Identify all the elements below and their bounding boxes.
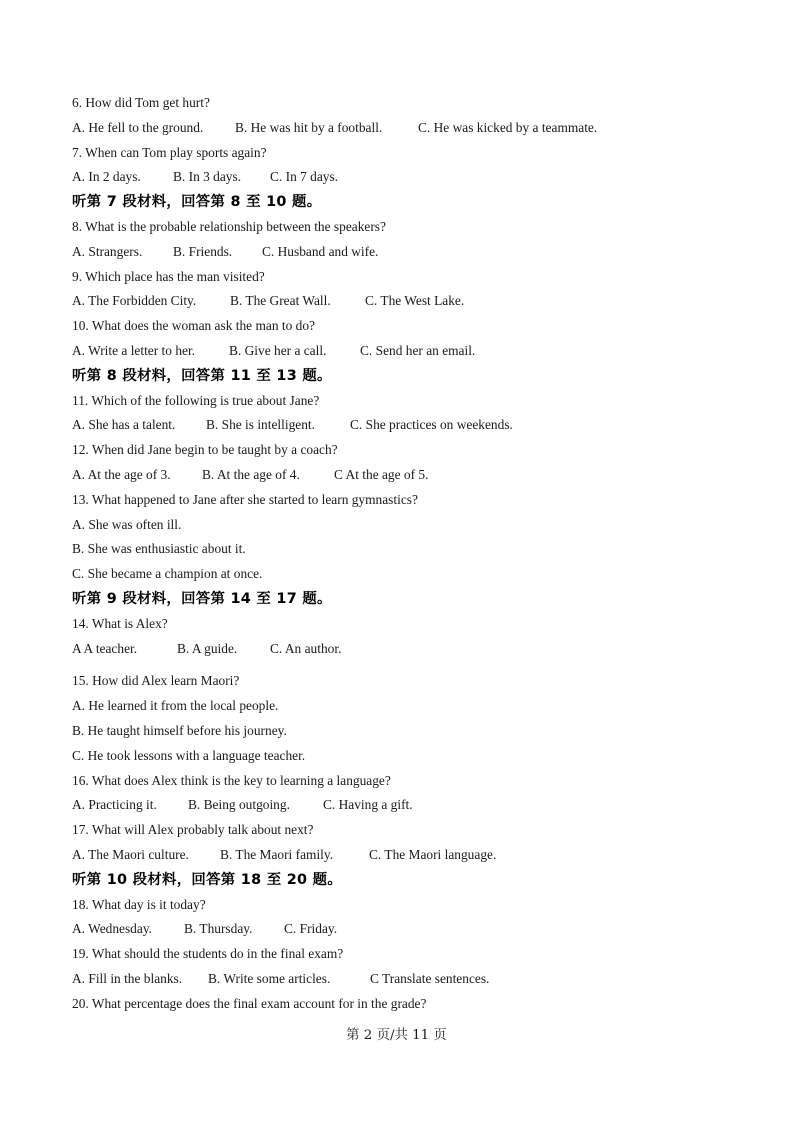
question-line: 16. What does Alex think is the key to learning a language? bbox=[72, 772, 391, 788]
answer-option: C At the age of 5. bbox=[334, 466, 429, 482]
section-heading: 听第 8 段材料，回答第 11 至 13 题。 bbox=[72, 367, 332, 384]
answer-option: A. Write a letter to her. bbox=[72, 342, 196, 358]
answer-option: B. Thursday. bbox=[184, 921, 253, 937]
answer-options-row bbox=[72, 116, 732, 141]
question-line: A. She was often ill. bbox=[72, 516, 182, 532]
answer-option: A A teacher. bbox=[72, 640, 138, 656]
answer-options-row bbox=[72, 240, 732, 265]
answer-option: B. Friends. bbox=[173, 243, 233, 259]
answer-options-row bbox=[72, 967, 732, 992]
answer-option: B. The Maori family. bbox=[220, 846, 334, 862]
answer-option: B. Being outgoing. bbox=[188, 797, 290, 813]
answer-options-row bbox=[72, 637, 732, 662]
question-line: 15. How did Alex learn Maori? bbox=[72, 673, 240, 689]
answer-option: C. An author. bbox=[270, 640, 342, 656]
question-line: A. He learned it from the local people. bbox=[72, 698, 279, 714]
answer-option: B. At the age of 4. bbox=[202, 466, 300, 482]
answer-option: A. He fell to the ground. bbox=[72, 119, 204, 135]
section-heading: 听第 7 段材料，回答第 8 至 10 题。 bbox=[72, 194, 322, 211]
answer-option: B. The Great Wall. bbox=[230, 293, 331, 309]
answer-options-row bbox=[72, 165, 732, 190]
question-line: 17. What will Alex probably talk about next? bbox=[72, 822, 314, 838]
answer-options-row bbox=[72, 289, 732, 314]
question-line: B. She was enthusiastic about it. bbox=[72, 541, 246, 557]
answer-option: A. Wednesday. bbox=[72, 921, 152, 937]
answer-option: A. The Maori culture. bbox=[72, 846, 189, 862]
answer-option: A. The Forbidden City. bbox=[72, 293, 197, 309]
answer-option: B. Give her a call. bbox=[229, 342, 327, 358]
question-list bbox=[72, 91, 732, 1016]
answer-options-row bbox=[72, 339, 732, 364]
question-line: 6. How did Tom get hurt? bbox=[72, 95, 210, 110]
question-line: 20. What percentage does the final exam account for in the grade? bbox=[72, 995, 427, 1011]
question-line: C. He took lessons with a language teacher. bbox=[72, 747, 306, 763]
answer-options-row bbox=[72, 917, 732, 942]
answer-option: B. Write some articles. bbox=[208, 970, 331, 986]
answer-options-row bbox=[72, 793, 732, 818]
answer-option: B. He was hit by a football. bbox=[235, 119, 383, 135]
answer-option: A. Strangers. bbox=[72, 243, 143, 259]
answer-option: B. A guide. bbox=[177, 640, 238, 656]
answer-option: A. Fill in the blanks. bbox=[72, 970, 183, 986]
answer-option: A. At the age of 3. bbox=[72, 466, 171, 482]
answer-option: A. She has a talent. bbox=[72, 417, 176, 433]
answer-option: C. He was kicked by a teammate. bbox=[418, 119, 598, 135]
question-line: 13. What happened to Jane after she started to learn gymnastics? bbox=[72, 491, 418, 507]
answer-options-row bbox=[72, 413, 732, 438]
question-line: 19. What should the students do in the final exam? bbox=[72, 946, 344, 962]
question-line: 12. When did Jane begin to be taught by a coach? bbox=[72, 442, 338, 458]
question-line: 8. What is the probable relationship between the speakers? bbox=[72, 218, 386, 234]
answer-option: A. Practicing it. bbox=[72, 797, 157, 813]
page-footer: 第 2 页/共 11 页 bbox=[346, 1028, 447, 1043]
answer-option: C. Send her an email. bbox=[360, 342, 476, 358]
answer-option: B. In 3 days. bbox=[173, 169, 242, 185]
answer-options-row bbox=[72, 463, 732, 488]
answer-option: C. Having a gift. bbox=[323, 797, 413, 813]
question-line: 14. What is Alex? bbox=[72, 615, 168, 631]
answer-option: C. The West Lake. bbox=[365, 293, 465, 309]
answer-option: C. Friday. bbox=[284, 921, 338, 937]
section-heading: 听第 9 段材料，回答第 14 至 17 题。 bbox=[72, 590, 332, 607]
question-line: 7. When can Tom play sports again? bbox=[72, 144, 267, 160]
section-heading: 听第 10 段材料，回答第 18 至 20 题。 bbox=[72, 871, 343, 888]
question-line: 18. What day is it today? bbox=[72, 896, 206, 912]
answer-option: C. In 7 days. bbox=[270, 169, 339, 185]
question-line: C. She became a champion at once. bbox=[72, 566, 263, 582]
question-line: 9. Which place has the man visited? bbox=[72, 268, 265, 284]
answer-option: B. She is intelligent. bbox=[206, 417, 315, 433]
answer-option: C. Husband and wife. bbox=[262, 243, 379, 259]
question-line: 10. What does the woman ask the man to do? bbox=[72, 318, 315, 334]
answer-options-row bbox=[72, 843, 732, 868]
question-line: B. He taught himself before his journey. bbox=[72, 722, 287, 738]
answer-option: C Translate sentences. bbox=[370, 970, 490, 986]
answer-option: C. She practices on weekends. bbox=[350, 417, 513, 433]
answer-option: A. In 2 days. bbox=[72, 169, 141, 185]
question-line: 11. Which of the following is true about Jane? bbox=[72, 392, 320, 408]
answer-option: C. The Maori language. bbox=[369, 846, 497, 862]
